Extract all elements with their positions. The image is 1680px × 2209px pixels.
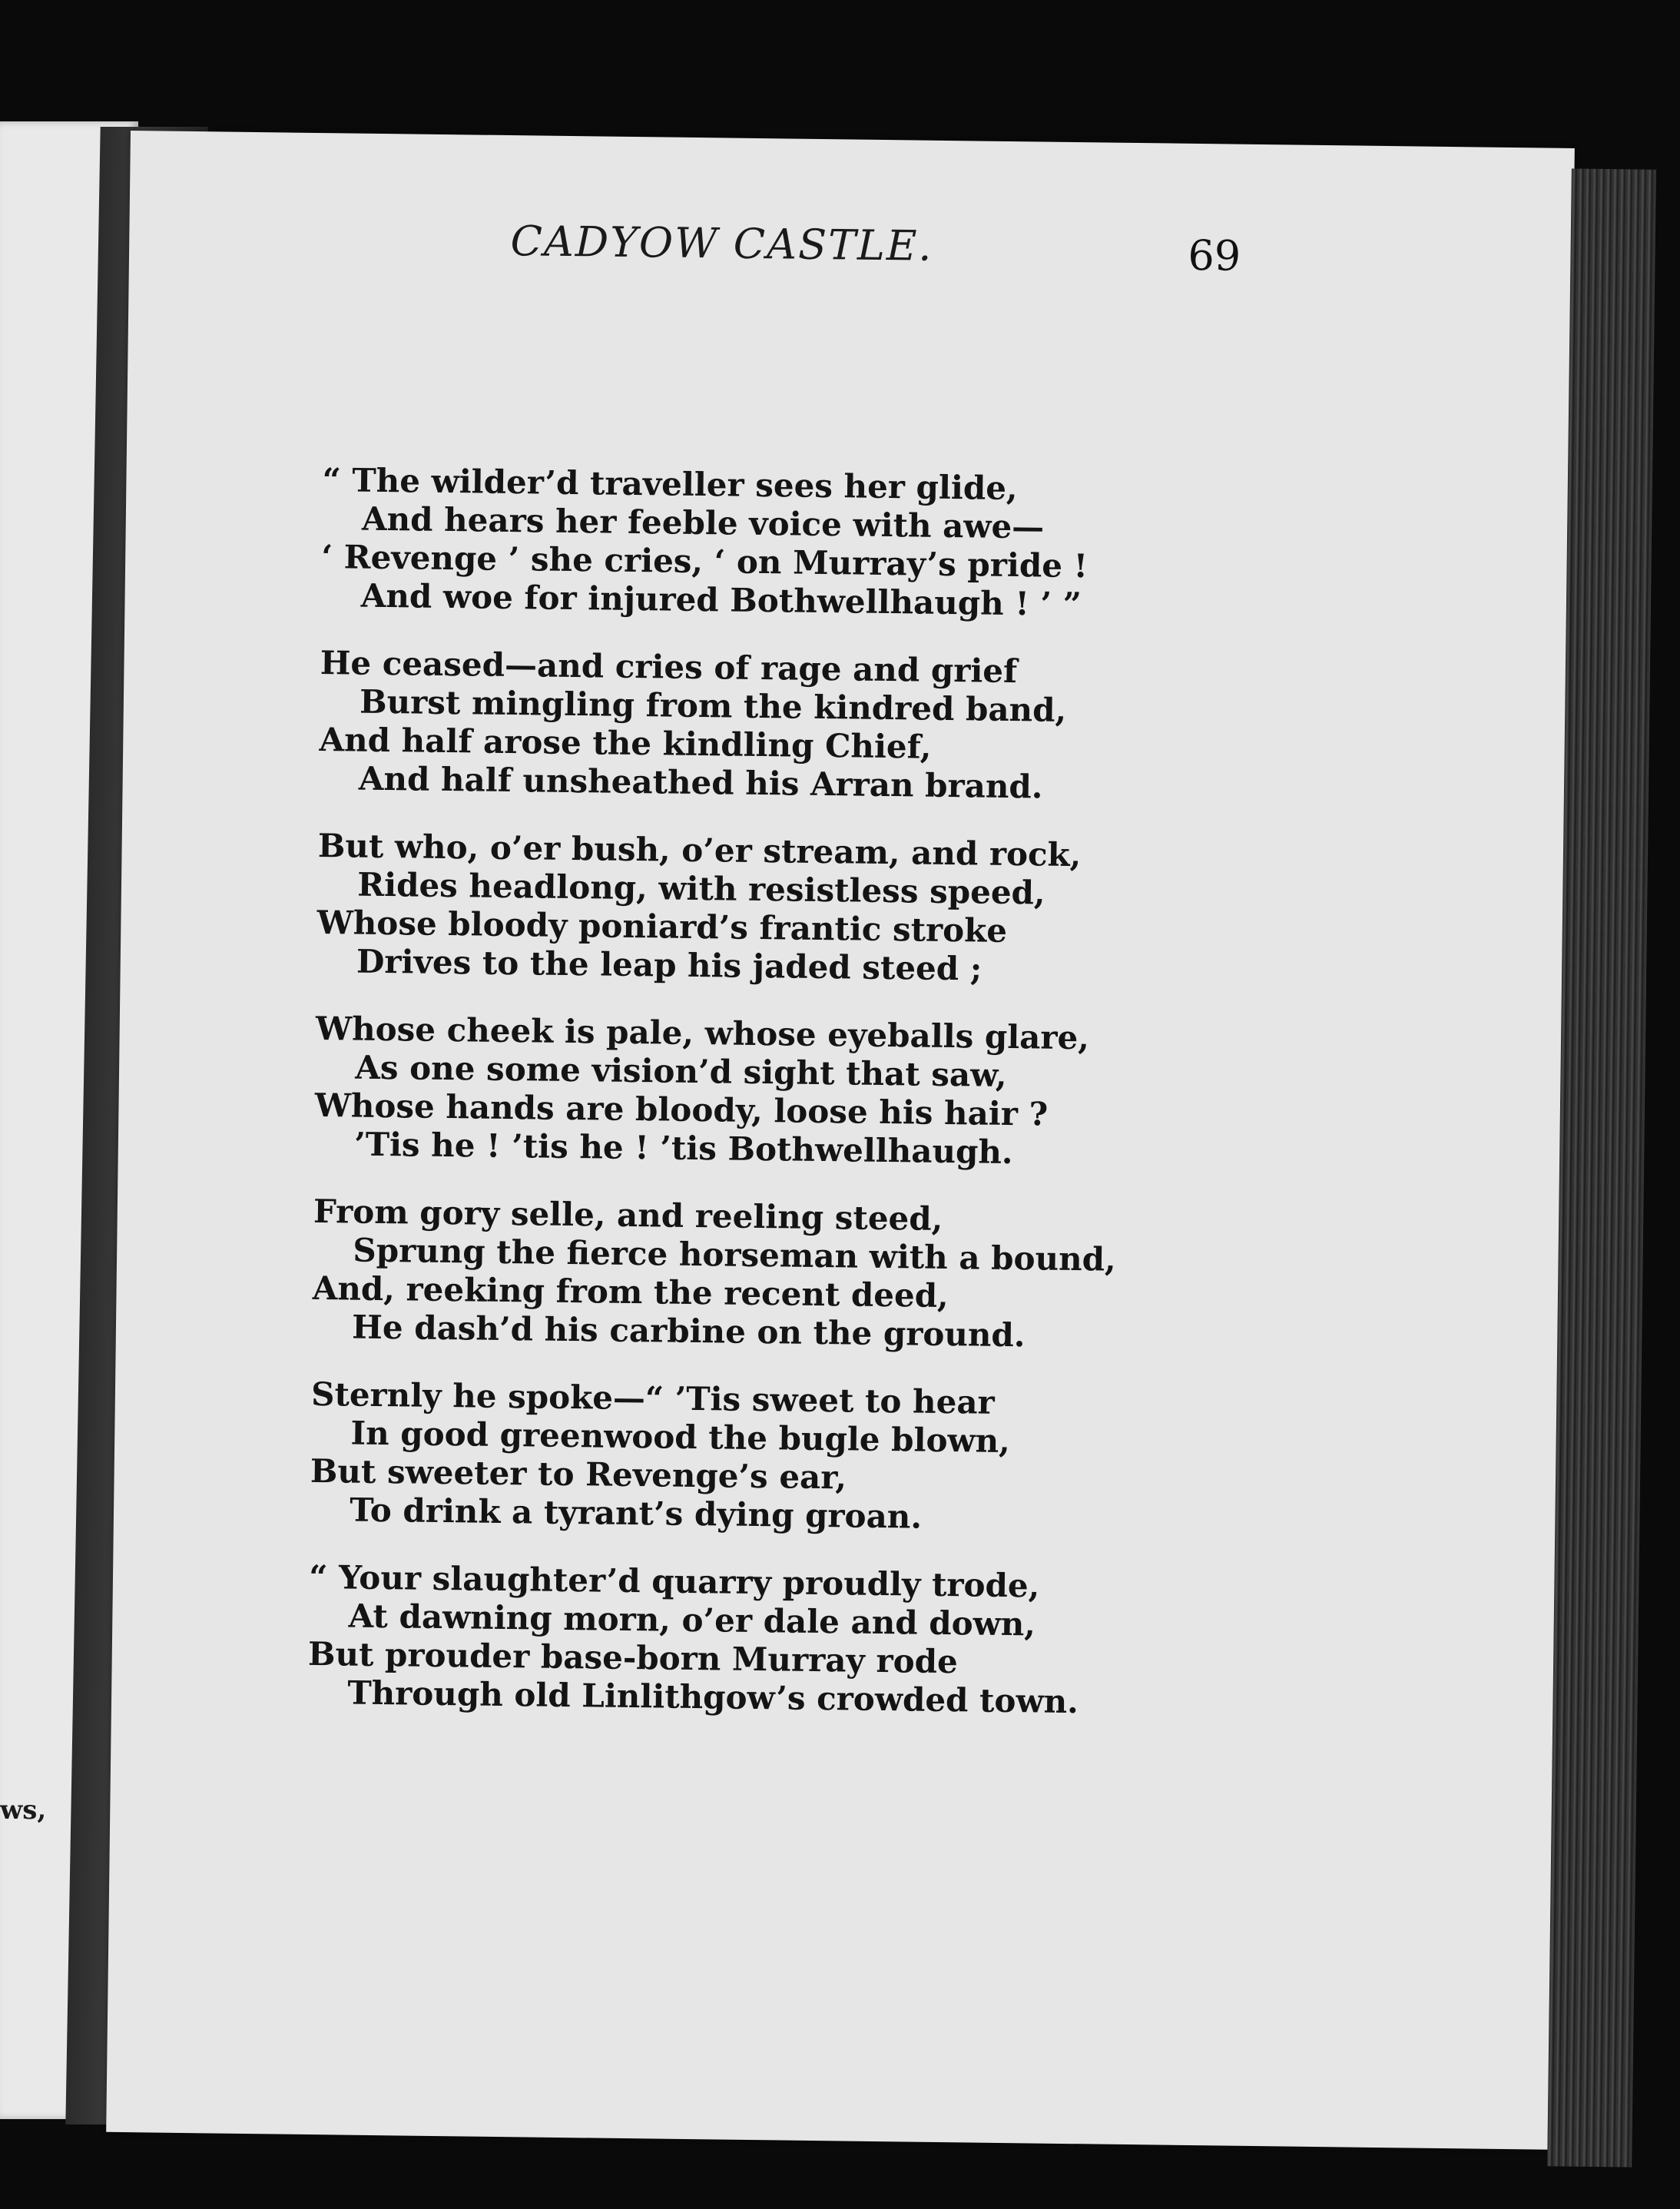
poem-line: And half unsheathed his Arran brand.	[358, 759, 1043, 806]
poem-line: Burst mingling from the kindred band,	[359, 682, 1067, 729]
poem-line: ‘ Revenge ’ she cries, ‘ on Murray’s pride !	[321, 537, 1089, 585]
poem-line: At dawning morn, o’er dale and down,	[348, 1597, 1036, 1643]
stanza	[314, 1010, 1199, 1174]
poem-line: Rides headlong, with resistless speed,	[356, 865, 1045, 912]
running-title: CADYOW CASTLE.	[510, 217, 933, 270]
poem-line: Whose hands are bloody, loose his hair ?	[314, 1086, 1049, 1133]
poem-line: To drink a tyrant’s dying groan.	[350, 1491, 923, 1536]
poem-line: ’Tis he ! ’tis he ! ’tis Bothwellhaugh.	[353, 1125, 1013, 1172]
poem-line: He dash’d his carbine on the ground.	[351, 1308, 1026, 1355]
poem-line: Drives to the leap his jaded steed ;	[356, 942, 982, 988]
page-header	[379, 215, 1302, 319]
poem-line: And hears her feeble voice with awe—	[361, 499, 1045, 546]
poem	[307, 461, 1206, 1752]
poem-line: Whose bloody poniard’s frantic stroke	[316, 903, 1008, 950]
stanza	[319, 644, 1204, 808]
poem-line: But sweeter to Revenge’s ear,	[310, 1451, 847, 1497]
poem-line: “ Your slaughter’d quarry proudly trode,	[308, 1557, 1040, 1605]
poem-line: And, reeking from the recent deed,	[312, 1269, 949, 1315]
poem-line: But prouder base-born Murray rode	[307, 1634, 959, 1681]
stanza	[321, 461, 1206, 625]
poem-line: In good greenwood the bugle blown,	[350, 1414, 1011, 1461]
poem-line: Through old Linlithgow’s crowded town.	[347, 1673, 1079, 1721]
poem-line: As one some vision’d sight that saw,	[355, 1048, 1007, 1094]
poem-line: Whose cheek is pale, whose eyeballs glare,	[315, 1009, 1090, 1057]
facing-page-fragment: ws,	[0, 1795, 47, 1826]
poem-line: He ceased—and cries of rage and grief	[320, 643, 1018, 691]
poem-line: From gory selle, and reeling steed,	[313, 1192, 943, 1238]
stanza	[310, 1375, 1195, 1540]
poem-line: Sprung the fierce horseman with a bound,	[353, 1231, 1116, 1279]
poem-line: But who, o’er bush, o’er stream, and rock,	[317, 826, 1082, 874]
poem-line: And half arose the kindling Chief,	[319, 720, 932, 766]
poem-line: Sternly he spoke—“ ’Tis sweet to hear	[310, 1375, 996, 1421]
stanza	[307, 1558, 1192, 1723]
stanza	[316, 827, 1201, 991]
poem-line: And woe for injured Bothwellhaugh ! ’ ”	[360, 576, 1082, 624]
poem-line: “ The wilder’d traveller sees her glide,	[322, 461, 1018, 508]
page-number: 69	[1188, 231, 1241, 280]
stanza	[312, 1192, 1197, 1357]
